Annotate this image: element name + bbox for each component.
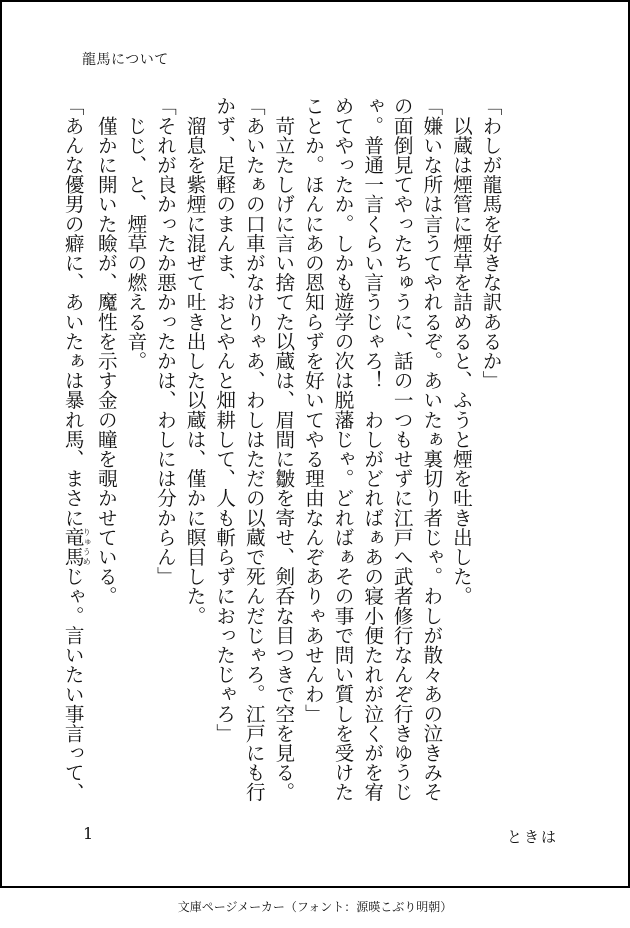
text-line: ゃ。普通一言くらい言うじゃろ！ わしがどればぁあの寝小便たれが泣くがを宥 xyxy=(360,96,384,802)
text-line: 苛立たしげに言い捨てた以蔵は、眉間に皺を寄せ、剣呑な目つきで空を見る。 xyxy=(271,96,295,802)
ruby-base: 竜馬 xyxy=(61,527,85,567)
page-number: 1 xyxy=(83,824,94,843)
text-line: の面倒見てやったちゅうに、話の一つもせずに江戸へ武者修行なんぞ行きゆうじ xyxy=(390,96,414,802)
text-line: じじ、と、煙草の燃える音。 xyxy=(123,96,147,371)
ruby-annotation xyxy=(61,527,92,567)
text-line: 「嫌いな所は言うてやれるぞ。あいたぁ裏切り者じゃ。わしが散々あの泣きみそ xyxy=(419,96,443,802)
text-line: 「わしが龍馬を好きな訳あるか」 xyxy=(479,96,502,390)
text-line: 僅かに開いた瞼が、魔性を示す金の瞳を覗かせている。 xyxy=(94,96,118,606)
text-line: 溜息を紫煙に混ぜて吐き出した以蔵は、僅かに瞑目した。 xyxy=(183,96,207,626)
ruby-reading: りゅうめ xyxy=(82,527,92,567)
text-line-last xyxy=(58,96,92,802)
vertical-body-text xyxy=(58,96,505,802)
text-line: かず、足軽のまんま、おとやんと畑耕して、人も斬らずにおったじゃろ」 xyxy=(212,96,236,743)
footer-caption: 文庫ページメーカー（フォント：源暎こぶり明朝） xyxy=(177,900,453,914)
text-line: 「あいたぁの口車がなけりゃあ、わしはただの以蔵で死んだじゃろ。江戸にも行 xyxy=(242,96,266,802)
text-fragment: じゃ。言いたい事言って、 xyxy=(61,566,85,802)
page-header-title: 龍馬について xyxy=(82,52,169,68)
text-line: 「それが良かったか悪かったかは、わしには分からん」 xyxy=(153,96,177,586)
text-fragment: 「あんな優男の癖に、あいたぁは暴れ馬、まさに xyxy=(61,96,85,528)
author-name: ときは xyxy=(507,828,559,846)
text-line: ことか。ほんにあの恩知らずを好いてやる理由なんぞありゃあせんわ」 xyxy=(301,96,325,724)
text-line: めてやったか。しかも遊学の次は脱藩じゃ。どればぁその事で問い質しを受けた xyxy=(331,96,355,802)
text-line: 以蔵は煙管に煙草を詰めると、ふうと煙を吐き出した。 xyxy=(449,96,473,606)
